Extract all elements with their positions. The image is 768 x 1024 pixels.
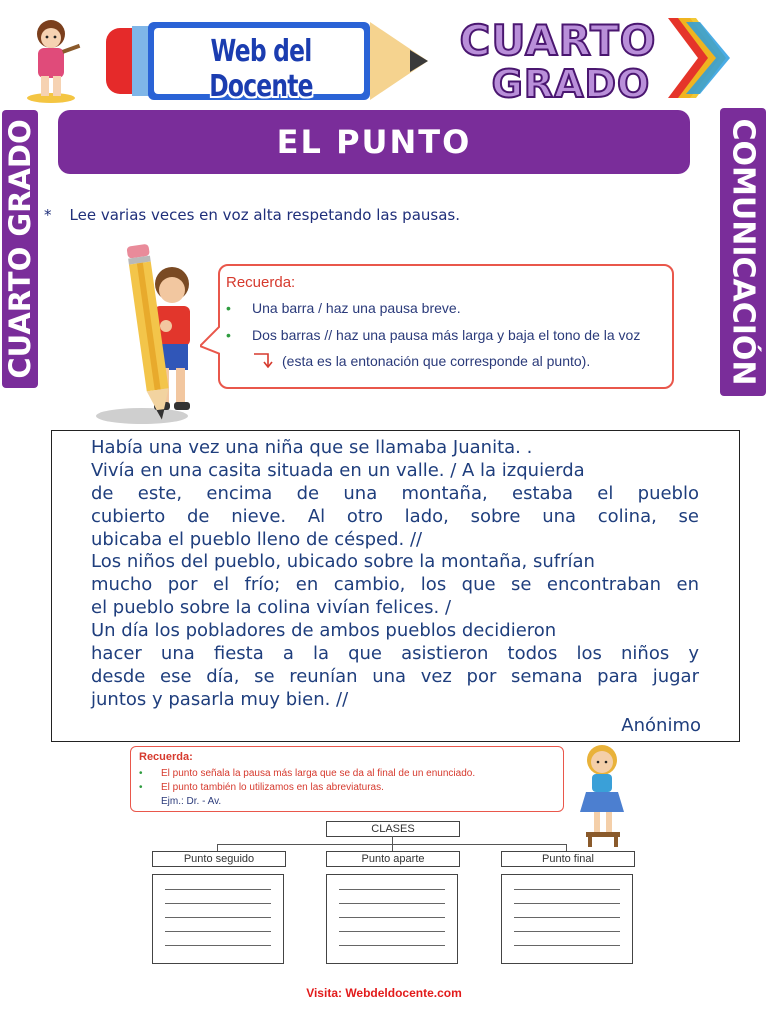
answer-box-punto-seguido — [152, 874, 284, 964]
brand-pencil-banner — [88, 20, 440, 104]
page-title-bar — [58, 110, 690, 174]
side-label-grade-text: CUARTO GRADO — [3, 119, 37, 379]
story-line: juntos y pasarla muy bien. // — [91, 689, 349, 710]
side-label-grade — [2, 110, 38, 388]
classes-root-box: CLASES — [326, 821, 460, 837]
reminder-box-punto — [130, 746, 564, 812]
reminder-intonation-note: (esta es la entonación que corresponde al punto). — [254, 352, 590, 369]
story-text-box — [51, 430, 740, 742]
story-line: Un día los pobladores de ambos pueblos decidieron — [91, 620, 557, 641]
brand-name: Web del Docente — [209, 34, 313, 104]
reminder-title: Recuerda: — [139, 751, 193, 763]
answer-box-punto-final — [501, 874, 633, 964]
reminder-item-single-bar: • Una barra / haz una pausa breve. — [226, 300, 461, 316]
story-line: mucho por el frío; en cambio, los que se encontraban en — [91, 574, 699, 595]
grade-badge — [446, 12, 730, 104]
story-line: Los niños del pueblo, ubicado sobre la montaña, sufrían — [91, 551, 595, 572]
bullet-icon: • — [139, 768, 143, 779]
teacher-illustration — [18, 14, 84, 104]
footer-visit-link[interactable]: Visita: Webdeldocente.com — [306, 986, 462, 1000]
instruction-text: Lee varias veces en voz alta respetando las pausas. — [69, 206, 460, 224]
reminder-item-double-bar: • Dos barras // haz una pausa más larga y baja el tono de la voz — [226, 327, 641, 343]
story-line: desde ese día, se reunían una vez por semana para jugar — [91, 666, 699, 687]
story-line: el pueblo sobre la colina vivían felices. / — [91, 597, 452, 618]
reminder-item: • El punto señala la pausa más larga que se da al final de un enunciado. — [139, 768, 476, 779]
story-line: Vivía en una casita situada en un valle. / A la izquierda — [91, 460, 585, 481]
reminder-item: • El punto también lo utilizamos en las abreviaturas. — [139, 782, 384, 793]
bullet-icon: • — [226, 327, 231, 343]
falling-tone-arrow-icon — [254, 352, 274, 368]
class-punto-aparte: Punto aparte — [326, 851, 460, 867]
instruction — [44, 206, 460, 224]
grade-word-cuarto: CUARTO — [459, 16, 657, 65]
reminder-box-pauses — [218, 264, 674, 389]
instruction-bullet: * — [44, 206, 52, 224]
reminder-example: Ejm.: Dr. - Av. — [161, 796, 222, 807]
grade-word-grado: GRADO — [491, 62, 651, 106]
story-line: cubierto de nieve. Al otro lado, sobre una colina, se — [91, 506, 699, 527]
boy-with-pencil-illustration — [92, 228, 212, 428]
side-label-subject-text: COMUNICACIÓN — [725, 118, 761, 386]
story-line: ubicaba el pueblo lleno de césped. // — [91, 529, 423, 550]
diagram-connector — [392, 844, 393, 851]
diagram-connector — [566, 844, 567, 851]
answer-box-punto-aparte — [326, 874, 458, 964]
girl-illustration — [572, 742, 634, 848]
bullet-icon: • — [226, 300, 231, 316]
reminder-title: Recuerda: — [226, 274, 296, 291]
story-line: hacer una fiesta a la que asistieron todos los niños y — [91, 643, 699, 664]
story-line: Había una vez una niña que se llamaba Juanita. . — [91, 437, 533, 458]
diagram-connector — [392, 836, 393, 844]
bullet-icon: • — [139, 782, 143, 793]
story-line: de este, encima de una montaña, estaba el pueblo — [91, 483, 699, 504]
side-label-subject — [720, 108, 766, 396]
story-author: Anónimo — [621, 715, 701, 736]
class-punto-seguido: Punto seguido — [152, 851, 286, 867]
page-title: EL PUNTO — [276, 123, 472, 161]
diagram-connector — [217, 844, 218, 851]
speech-tail-icon — [200, 326, 220, 356]
class-punto-final: Punto final — [501, 851, 635, 867]
